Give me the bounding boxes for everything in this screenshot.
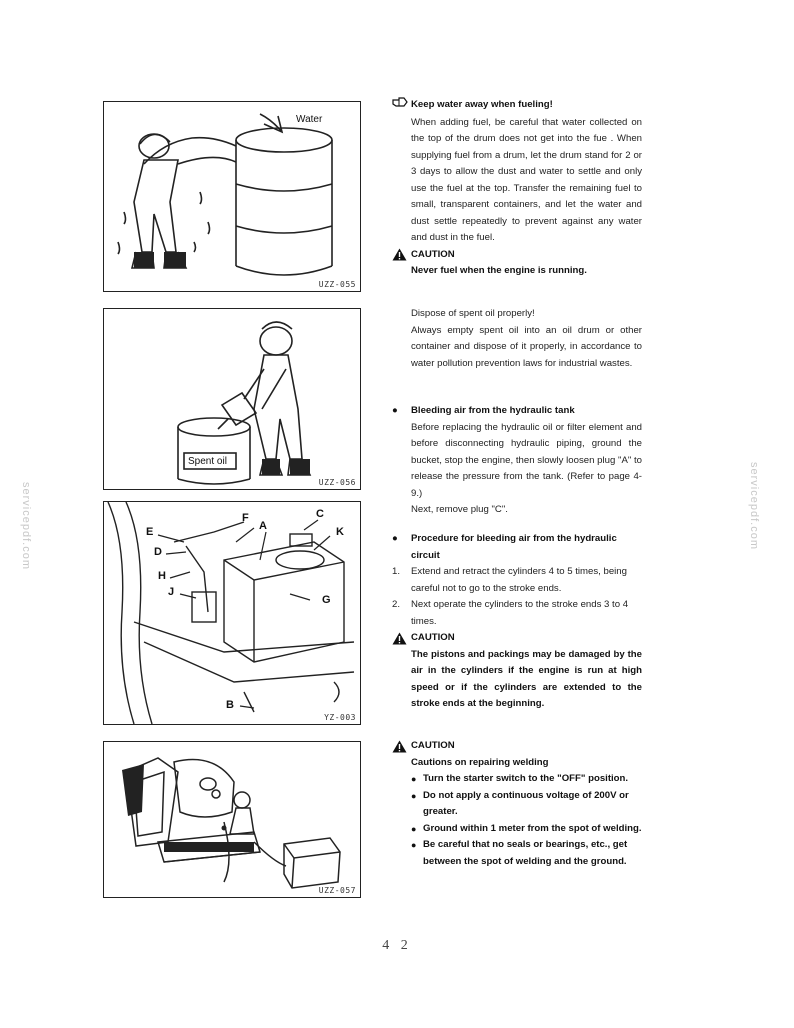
pointing-hand-icon bbox=[392, 97, 411, 115]
section-oil-title: Dispose of spent oil properly! bbox=[411, 308, 535, 319]
spent-oil-illustration bbox=[104, 309, 360, 489]
step-text: Next operate the cylinders to the stroke ends 3 to 4 times. bbox=[411, 599, 629, 627]
bullet-icon: ● bbox=[411, 774, 417, 784]
part-label-g: G bbox=[322, 594, 331, 606]
section-bleed-tank-body: Before replacing the hydraulic oil or filter element and before disconnecting hydraulic piping, ground the bucket, stop the engine, then slowly loosen plug "A" to release the pressure from the tank. (Refer to page 4-9.) bbox=[411, 421, 642, 499]
figure-hydraulic-tank bbox=[103, 501, 361, 725]
water-drum-illustration bbox=[104, 102, 360, 291]
warning-triangle-icon bbox=[392, 740, 407, 753]
part-label-a: A bbox=[259, 520, 267, 532]
section-bleed-circuit-heading bbox=[392, 531, 642, 564]
part-label-f: F bbox=[242, 512, 249, 524]
bullet-text: Turn the starter switch to the "OFF" position. bbox=[423, 773, 629, 784]
list-item bbox=[392, 564, 642, 597]
welding-illustration bbox=[104, 742, 360, 897]
figure-code: UZZ-056 bbox=[318, 478, 356, 487]
section-water-caution bbox=[392, 247, 642, 264]
bullet-text: Be careful that no seals or bearings, etc., get between the spot of welding and the ground. bbox=[423, 839, 628, 867]
part-label-c: C bbox=[316, 508, 324, 520]
warning-triangle-icon bbox=[392, 632, 407, 645]
caution-label: CAUTION bbox=[411, 740, 455, 751]
section-water bbox=[392, 97, 642, 280]
bullet-icon: ● bbox=[411, 840, 417, 850]
list-item bbox=[411, 771, 642, 788]
section-water-title: Keep water away when fueling! bbox=[411, 99, 553, 110]
list-item bbox=[411, 788, 642, 821]
figure-water-drum bbox=[103, 101, 361, 292]
figure-code: UZZ-057 bbox=[318, 886, 356, 895]
section-bleed-circuit-title: Procedure for bleeding air from the hydraulic circuit bbox=[411, 533, 617, 561]
caution-label: CAUTION bbox=[411, 632, 455, 643]
section-oil-body: Always empty spent oil into an oil drum or other container and dispose of it properly, in accordance to water pollution prevention laws for industrial wastes. bbox=[411, 324, 642, 369]
caution-label: CAUTION bbox=[411, 248, 455, 260]
part-label-b: B bbox=[226, 699, 234, 711]
page-number: 4 2 bbox=[382, 938, 412, 953]
part-label-h: H bbox=[158, 570, 166, 582]
figure-welding bbox=[103, 741, 361, 898]
section-welding-subtitle: Cautions on repairing welding bbox=[411, 756, 549, 768]
bullet-icon: ● bbox=[411, 823, 417, 834]
warning-triangle-icon bbox=[392, 248, 407, 261]
bullet-text: Do not apply a continuous voltage of 200V or greater. bbox=[423, 789, 629, 817]
watermark-right: servicepdf.com bbox=[747, 462, 760, 550]
bullet-icon: ● bbox=[411, 790, 417, 801]
figure-code: UZZ-055 bbox=[318, 280, 356, 289]
bullet-icon: ● bbox=[392, 533, 398, 544]
step-number: 2. bbox=[392, 599, 401, 610]
spent-oil-label: Spent oil bbox=[188, 456, 227, 467]
figure-spent-oil bbox=[103, 308, 361, 490]
section-bleed-tank-heading bbox=[392, 403, 642, 420]
list-item bbox=[392, 597, 642, 630]
bullet-text: Ground within 1 meter from the spot of welding. bbox=[423, 822, 642, 834]
list-item bbox=[411, 821, 642, 838]
section-bleed-circuit-caution-text: The pistons and packings may be damaged by the air in the cylinders if the engine is run at high speed or if the cylinders are extended to the stroke ends at the beginning. bbox=[411, 648, 642, 709]
list-item bbox=[411, 837, 642, 870]
section-welding-caution bbox=[392, 738, 642, 755]
section-oil bbox=[392, 306, 642, 372]
section-bleed-tank-title: Bleeding air from the hydraulic tank bbox=[411, 405, 575, 416]
section-water-heading bbox=[392, 97, 642, 115]
hydraulic-tank-illustration bbox=[104, 502, 360, 724]
section-water-body: When adding fuel, be careful that water collected on the top of the drum does not get into the fue . When supplying fuel from a drum, let the drum stand for 2 or 3 days to allow the dust and water to settle and only use the fuel at the top. Transfer the remaining fuel to small, transparent containers, and let the water and dust settle repeatedly to prevent against any water and dust in the fuel. bbox=[411, 116, 642, 243]
watermark-left: servicepdf.com bbox=[19, 482, 32, 570]
part-label-d: D bbox=[154, 546, 162, 558]
step-text: Extend and retract the cylinders 4 to 5 times, being careful not to go to the stroke ends. bbox=[411, 566, 627, 594]
step-number: 1. bbox=[392, 566, 401, 577]
section-water-caution-text: Never fuel when the engine is running. bbox=[411, 265, 587, 276]
water-label: Water bbox=[296, 114, 323, 125]
section-bleed-circuit bbox=[392, 531, 642, 713]
section-welding bbox=[392, 738, 642, 870]
part-label-j: J bbox=[168, 586, 175, 598]
section-bleed-circuit-caution bbox=[392, 630, 642, 647]
figure-code: YZ-003 bbox=[324, 713, 356, 722]
part-label-e: E bbox=[146, 526, 154, 538]
section-bleed-tank bbox=[392, 403, 642, 519]
part-label-k: K bbox=[336, 526, 344, 538]
section-bleed-tank-next: Next, remove plug "C". bbox=[411, 504, 508, 515]
bullet-icon: ● bbox=[392, 405, 398, 416]
